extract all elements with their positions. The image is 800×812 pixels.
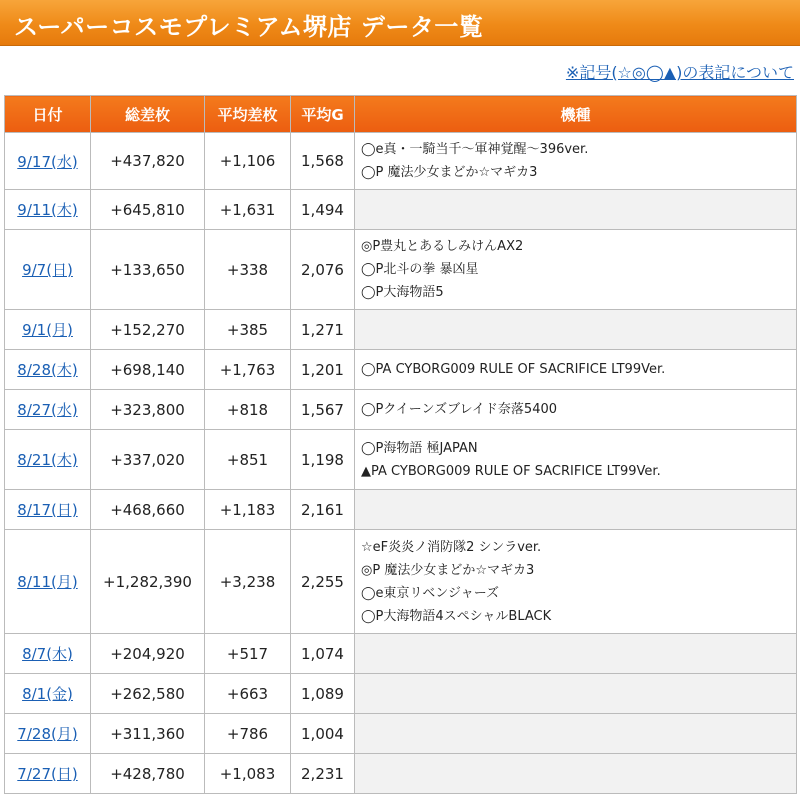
date-cell <box>5 490 91 530</box>
total-diff-cell: +133,650 <box>91 230 205 310</box>
avg-games-cell: 2,255 <box>291 530 355 634</box>
date-link[interactable]: 9/11(木) <box>17 201 78 219</box>
title-bar <box>0 0 800 46</box>
model-entry: ◯e東京リベンジャーズ <box>361 585 500 601</box>
models-cell <box>355 530 797 634</box>
models-cell <box>355 230 797 310</box>
date-link[interactable]: 8/1(金) <box>22 685 73 703</box>
column-header-date: 日付 <box>5 96 91 133</box>
date-cell <box>5 350 91 390</box>
model-entry: ◎P豊丸とあるしみけんAX2 <box>361 239 524 254</box>
date-link[interactable]: 8/21(木) <box>17 451 78 469</box>
avg-games-cell: 1,004 <box>291 714 355 754</box>
avg-diff-cell: +1,183 <box>205 490 291 530</box>
date-cell <box>5 133 91 190</box>
models-cell <box>355 190 797 230</box>
avg-diff-cell: +663 <box>205 674 291 714</box>
table-row <box>5 133 797 190</box>
column-header-total-diff: 総差枚 <box>91 96 205 133</box>
avg-diff-cell: +338 <box>205 230 291 310</box>
avg-diff-cell: +1,631 <box>205 190 291 230</box>
avg-diff-cell: +786 <box>205 714 291 754</box>
avg-games-cell: 1,494 <box>291 190 355 230</box>
total-diff-cell: +204,920 <box>91 634 205 674</box>
date-cell <box>5 310 91 350</box>
models-cell <box>355 714 797 754</box>
avg-diff-cell: +3,238 <box>205 530 291 634</box>
date-link[interactable]: 8/7(木) <box>22 645 73 663</box>
date-cell <box>5 714 91 754</box>
models-cell <box>355 754 797 794</box>
column-header-avg-games: 平均G <box>291 96 355 133</box>
avg-games-cell: 1,198 <box>291 430 355 490</box>
models-cell <box>355 390 797 430</box>
avg-games-cell: 2,161 <box>291 490 355 530</box>
column-header-models: 機種 <box>355 96 797 133</box>
table-row <box>5 530 797 634</box>
table-row <box>5 190 797 230</box>
total-diff-cell: +311,360 <box>91 714 205 754</box>
models-cell <box>355 634 797 674</box>
avg-diff-cell: +1,106 <box>205 133 291 190</box>
models-cell <box>355 674 797 714</box>
notation-help-link[interactable]: ※記号(☆◎◯▲)の表記について <box>565 63 794 82</box>
date-cell <box>5 430 91 490</box>
table-row <box>5 430 797 490</box>
avg-games-cell: 1,568 <box>291 133 355 190</box>
models-cell <box>355 430 797 490</box>
model-entry: ◯PA CYBORG009 RULE OF SACRIFICE LT99Ver. <box>361 362 666 377</box>
models-cell <box>355 490 797 530</box>
avg-games-cell: 1,567 <box>291 390 355 430</box>
models-cell <box>355 310 797 350</box>
date-link[interactable]: 9/7(日) <box>22 261 73 279</box>
total-diff-cell: +152,270 <box>91 310 205 350</box>
model-entry: ◯P大海物語5 <box>361 285 444 300</box>
table-row <box>5 714 797 754</box>
model-entry: ◯P 魔法少女まどか☆マギカ3 <box>361 165 538 180</box>
table-row <box>5 754 797 794</box>
models-cell <box>355 133 797 190</box>
total-diff-cell: +645,810 <box>91 190 205 230</box>
total-diff-cell: +323,800 <box>91 390 205 430</box>
model-entry: ▲PA CYBORG009 RULE OF SACRIFICE LT99Ver. <box>361 463 661 479</box>
date-link[interactable]: 9/1(月) <box>22 321 73 339</box>
date-cell <box>5 190 91 230</box>
avg-diff-cell: +517 <box>205 634 291 674</box>
date-link[interactable]: 8/28(木) <box>17 361 78 379</box>
table-row <box>5 674 797 714</box>
date-link[interactable]: 9/17(水) <box>17 152 78 171</box>
avg-diff-cell: +818 <box>205 390 291 430</box>
date-link[interactable]: 8/11(月) <box>17 573 78 591</box>
table-body <box>5 133 797 794</box>
total-diff-cell: +698,140 <box>91 350 205 390</box>
model-entry: ◯P大海物語4スペシャルBLACK <box>361 608 552 624</box>
avg-diff-cell: +1,083 <box>205 754 291 794</box>
avg-games-cell: 2,231 <box>291 754 355 794</box>
model-entry: ◎P 魔法少女まどか☆マギカ3 <box>361 562 535 578</box>
table-row <box>5 230 797 310</box>
data-table <box>4 95 797 794</box>
table-row <box>5 310 797 350</box>
total-diff-cell: +468,660 <box>91 490 205 530</box>
table-row <box>5 350 797 390</box>
model-entry: ☆eF炎炎ノ消防隊2 シンラver. <box>361 539 542 555</box>
total-diff-cell: +428,780 <box>91 754 205 794</box>
total-diff-cell: +262,580 <box>91 674 205 714</box>
date-cell <box>5 530 91 634</box>
model-entry: ◯Pクイーンズブレイド奈落5400 <box>361 402 558 417</box>
total-diff-cell: +1,282,390 <box>91 530 205 634</box>
table-row <box>5 390 797 430</box>
table-header-row <box>5 96 797 133</box>
models-cell <box>355 350 797 390</box>
avg-diff-cell: +385 <box>205 310 291 350</box>
model-entry: ◯e真・一騎当千〜軍神覚醒〜396ver. <box>361 142 589 157</box>
model-entry: ◯P海物語 極JAPAN <box>361 440 478 456</box>
avg-diff-cell: +1,763 <box>205 350 291 390</box>
date-cell <box>5 674 91 714</box>
avg-games-cell: 1,074 <box>291 634 355 674</box>
avg-diff-cell: +851 <box>205 430 291 490</box>
date-cell <box>5 634 91 674</box>
date-cell <box>5 390 91 430</box>
avg-games-cell: 1,089 <box>291 674 355 714</box>
date-cell <box>5 754 91 794</box>
avg-games-cell: 1,201 <box>291 350 355 390</box>
avg-games-cell: 1,271 <box>291 310 355 350</box>
date-link[interactable]: 8/27(水) <box>17 401 78 419</box>
total-diff-cell: +337,020 <box>91 430 205 490</box>
column-header-avg-diff: 平均差枚 <box>205 96 291 133</box>
date-cell <box>5 230 91 310</box>
model-entry: ◯P北斗の拳 暴凶星 <box>361 262 479 277</box>
table-row <box>5 490 797 530</box>
date-link[interactable]: 7/28(月) <box>17 725 78 743</box>
date-link[interactable]: 8/17(日) <box>17 501 78 519</box>
total-diff-cell: +437,820 <box>91 133 205 190</box>
page-title: スーパーコスモプレミアム堺店 データ一覧 <box>14 13 484 41</box>
date-link[interactable]: 7/27(日) <box>17 765 78 783</box>
avg-games-cell: 2,076 <box>291 230 355 310</box>
table-row <box>5 634 797 674</box>
